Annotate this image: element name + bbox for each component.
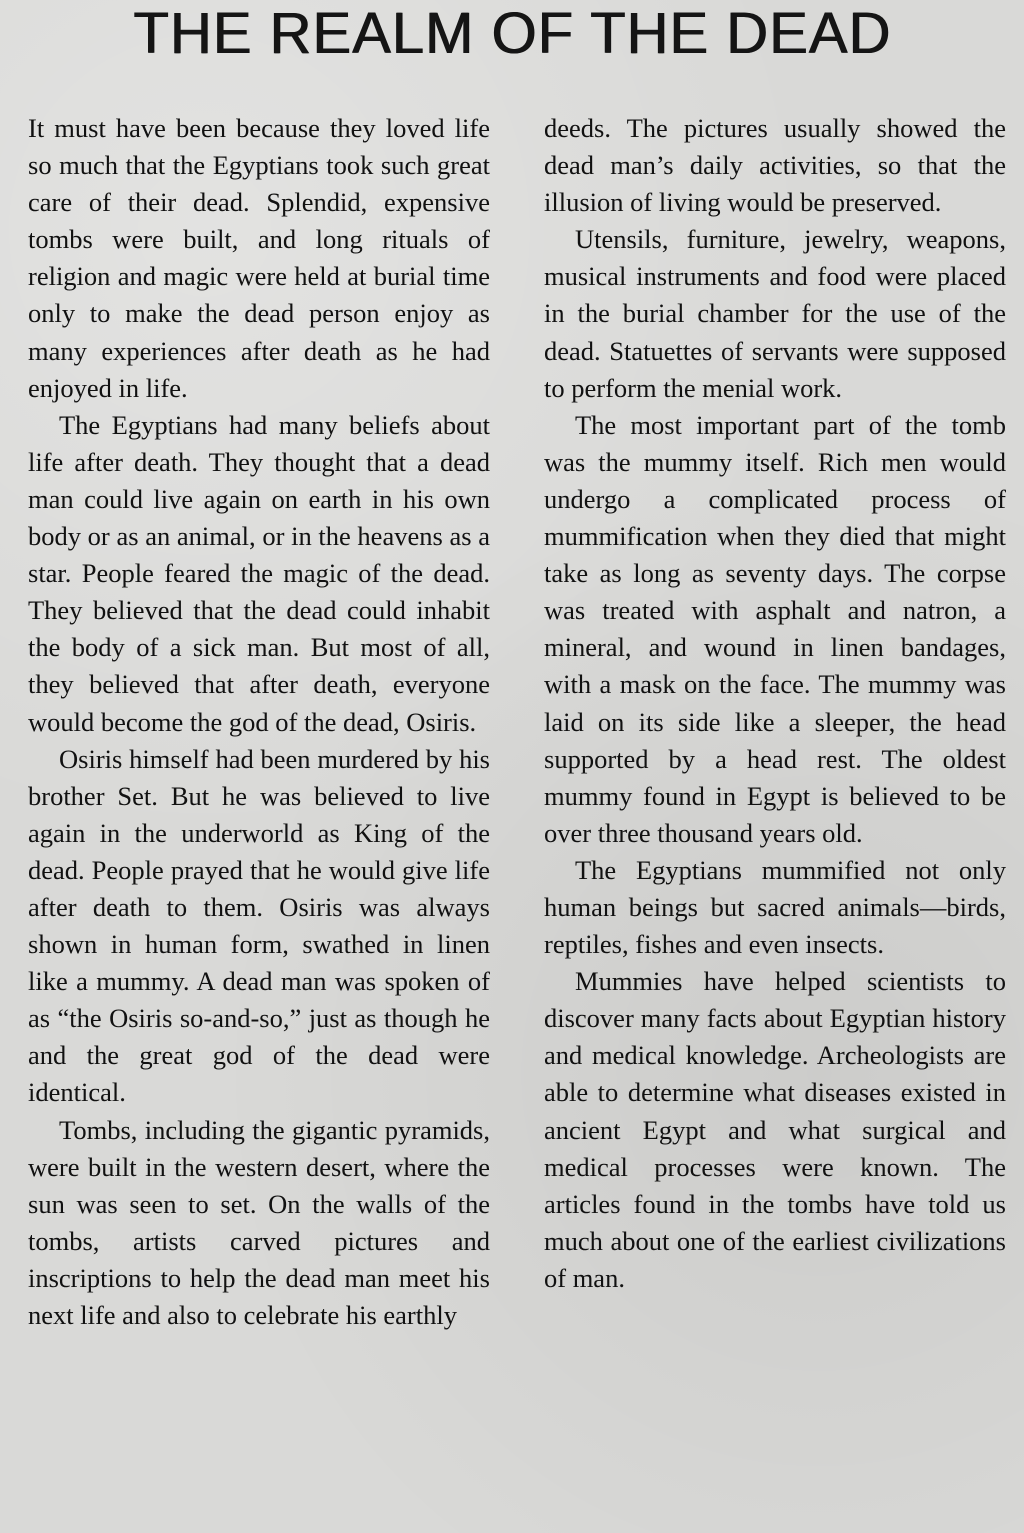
- paragraph-beliefs: The Egyptians had many beliefs about life after death. They thought that a dead man could live again on earth in his own body or as an animal, or in the heavens as a star. People feared the magic of the dead. They believed that the dead could inhabit the body of a sick man. But most of all, they believed that after death, everyone would become the god of the dead, Osiris.: [28, 409, 490, 737]
- left-column: [28, 110, 490, 1334]
- paragraph-osiris: Osiris himself had been murdered by his brother Set. But he was believed to live again in the underworld as King of the dead. People prayed that he would give life after death to them. Osiris was always shown in human form, swathed in linen like a mummy. A dead man was spoken of as “the Osiris so-and-so,” just as though he and the great god of the dead were identical.: [28, 743, 490, 1108]
- paragraph-scientists: Mummies have helped scientists to discover many facts about Egyptian history and medical knowledge. Archeologists are able to determine what diseases existed in ancient Egypt and what surgical and medical processes were known. The articles found in the tombs have told us much about one of the earliest civilizations of man.: [544, 966, 1006, 1293]
- right-column: [544, 110, 1006, 1297]
- paragraph-tombs-continued: deeds. The pictures usually showed the dead man’s daily activities, so that the illusion of living would be preserved.: [544, 113, 1006, 218]
- paragraph-mummy: The most important part of the tomb was the mummy itself. Rich men would undergo a complicated process of mummification when they died that might take as long as seventy days. The corpse was treated with asphalt and natron, a mineral, and wound in linen bandages, with a mask on the face. The mummy was laid on its side like a sleeper, the head supported by a head rest. The oldest mummy found in Egypt is believed to be over three thousand years old.: [544, 409, 1006, 848]
- article-title: THE REALM OF THE DEAD: [133, 1, 891, 66]
- paragraph-tombs: Tombs, including the gigantic pyramids, were built in the western desert, where the sun was seen to set. On the walls of the tombs, artists carved pictures and inscriptions to help the dead man meet his next life and also to celebrate his earthly: [28, 1114, 490, 1330]
- paragraph-animals: The Egyptians mummified not only human beings but sacred animals—birds, reptiles, fishes and even insects.: [544, 854, 1006, 960]
- paragraph-utensils: Utensils, furniture, jewelry, weapons, musical instruments and food were placed in the burial chamber for the use of the dead. Statuettes of servants were supposed to perform the menial work.: [544, 224, 1006, 403]
- paragraph-intro: It must have been because they loved life so much that the Egyptians took such great care of their dead. Splendid, expensive tombs were built, and long rituals of religion and magic were held at burial time only to make the dead person enjoy as many experiences after death as he had enjoyed in life.: [28, 113, 490, 403]
